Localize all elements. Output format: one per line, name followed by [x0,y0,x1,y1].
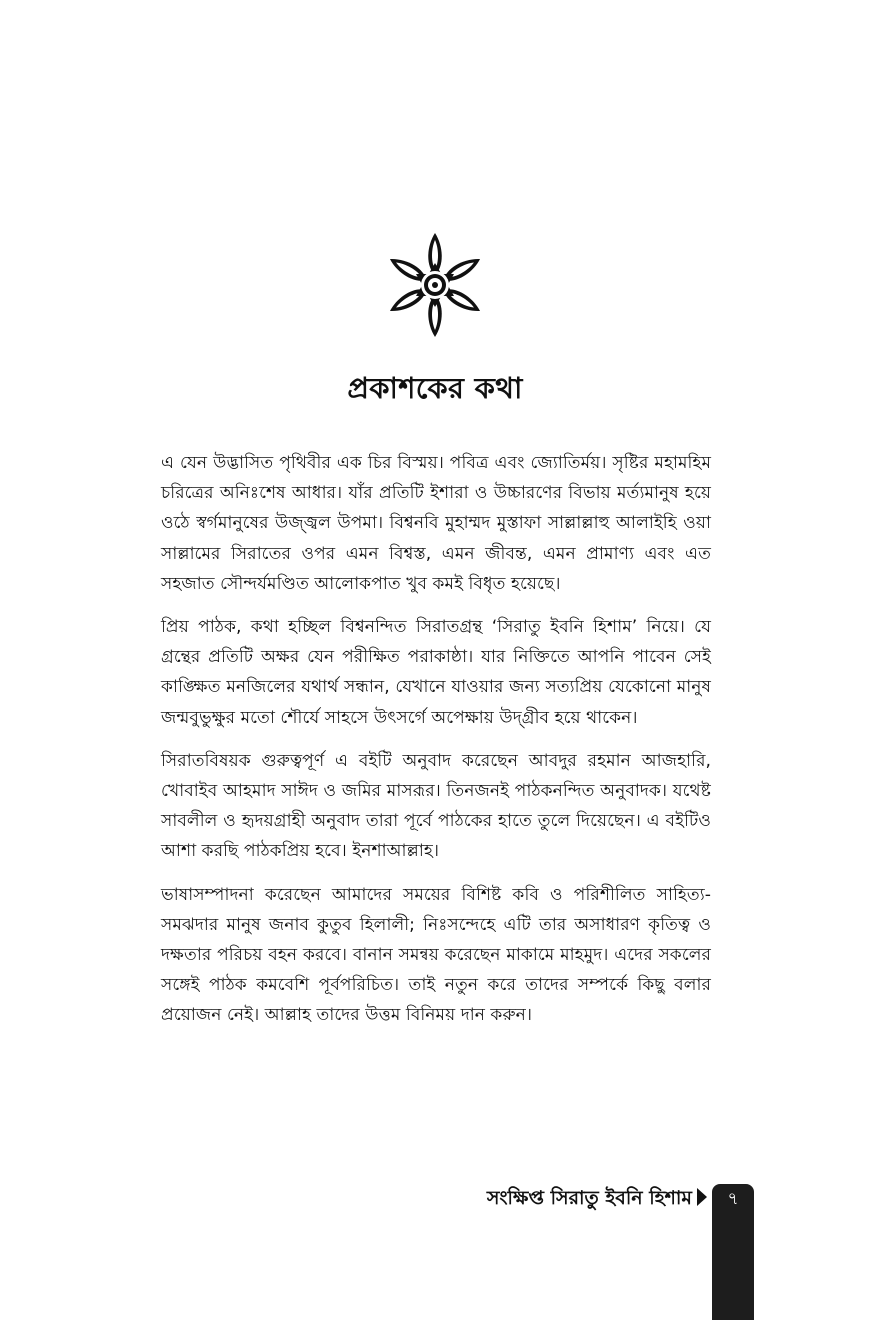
play-arrow-icon [697,1188,707,1206]
running-footer-title: সংক্ষিপ্ত সিরাতু ইবনি হিশাম [486,1187,692,1209]
paragraph-4: ভাষাসম্পাদনা করেছেন আমাদের সময়ের বিশিষ্ট কবি ও পরিশীলিত সাহিত্য-সমঝদার মানুষ জনাব কুতুব হিলালী; নিঃসন্দেহে এটি তার অসাধারণ কৃতিত্ব ও দক্ষতার পরিচয় বহন করবে। বানান সমন্বয় করেছেন মাকামে মাহমুদ। এদের সকলের সঙ্গেই পাঠক কমবেশি পূর্বপরিচিত। তাই নতুন করে তাদের সম্পর্কে কিছু বলার প্রয়োজন নেই। আল্লাহ তাদের উত্তম বিনিময় দান করুন। [161,884,711,1026]
paragraph-3: সিরাতবিষয়ক গুরুত্বপূর্ণ এ বইটি অনুবাদ করেছেন আবদুর রহমান আজহারি, খোবাইব আহমাদ সাঈদ ও জমির মাসরূর। তিনজনই পাঠকনন্দিত অনুবাদক। যথেষ্ট সাবলীল ও হৃদয়গ্রাহী অনুবাদ তারা পূর্বে পাঠকের হাতে তুলে দিয়েছেন। এ বইটিও আশা করছি পাঠকপ্রিয় হবে। ইনশাআল্লাহ। [161,750,711,862]
paragraph-2: প্রিয় পাঠক, কথা হচ্ছিল বিশ্বনন্দিত সিরাতগ্রন্থ ‘সিরাতু ইবনি হিশাম’ নিয়ে। যে গ্রন্থের প্রতিটি অক্ষর যেন পরীক্ষিত পরাকাষ্ঠা। যার নিক্তিতে আপনি পাবেন সেই কাঙ্ক্ষিত মনজিলের যথার্থ সন্ধান, যেখানে যাওয়ার জন্য সত্যপ্রিয় যেকোনো মানুষ জন্মবুভুক্ষুর মতো শৌর্যে সাহসে উৎসর্গে অপেক্ষায় উদ্গ্রীব হয়ে থাকেন। [161,617,711,728]
page-number: ৭ [727,1189,739,1209]
floral-ornament-icon [378,228,492,342]
page-title: প্রকাশকের কথা [347,371,523,405]
page-number-tab [712,1184,754,1320]
paragraph-1: এ যেন উদ্ভাসিত পৃথিবীর এক চির বিস্ময়। পবিত্র এবং জ্যোতির্ময়। সৃষ্টির মহামহিম চরিত্রের অনিঃশেষ আধার। যাঁর প্রতিটি ইশারা ও উচ্চারণের বিভায় মর্ত্যমানুষ হয়ে ওঠে স্বর্গমানুষের উজ্জ্বল উপমা। বিশ্বনবি মুহাম্মদ মুস্তাফা সাল্লাল্লাহু আলাইহি ওয়া সাল্লামের সিরাতের ওপর এমন বিশ্বস্ত, এমন জীবন্ত, এমন প্রামাণ্য এবং এত সহজাত সৌন্দর্যমণ্ডিত আলোকপাত খুব কমই বিধৃত হয়েছে। [161,453,711,594]
body-text [161,448,711,1044]
